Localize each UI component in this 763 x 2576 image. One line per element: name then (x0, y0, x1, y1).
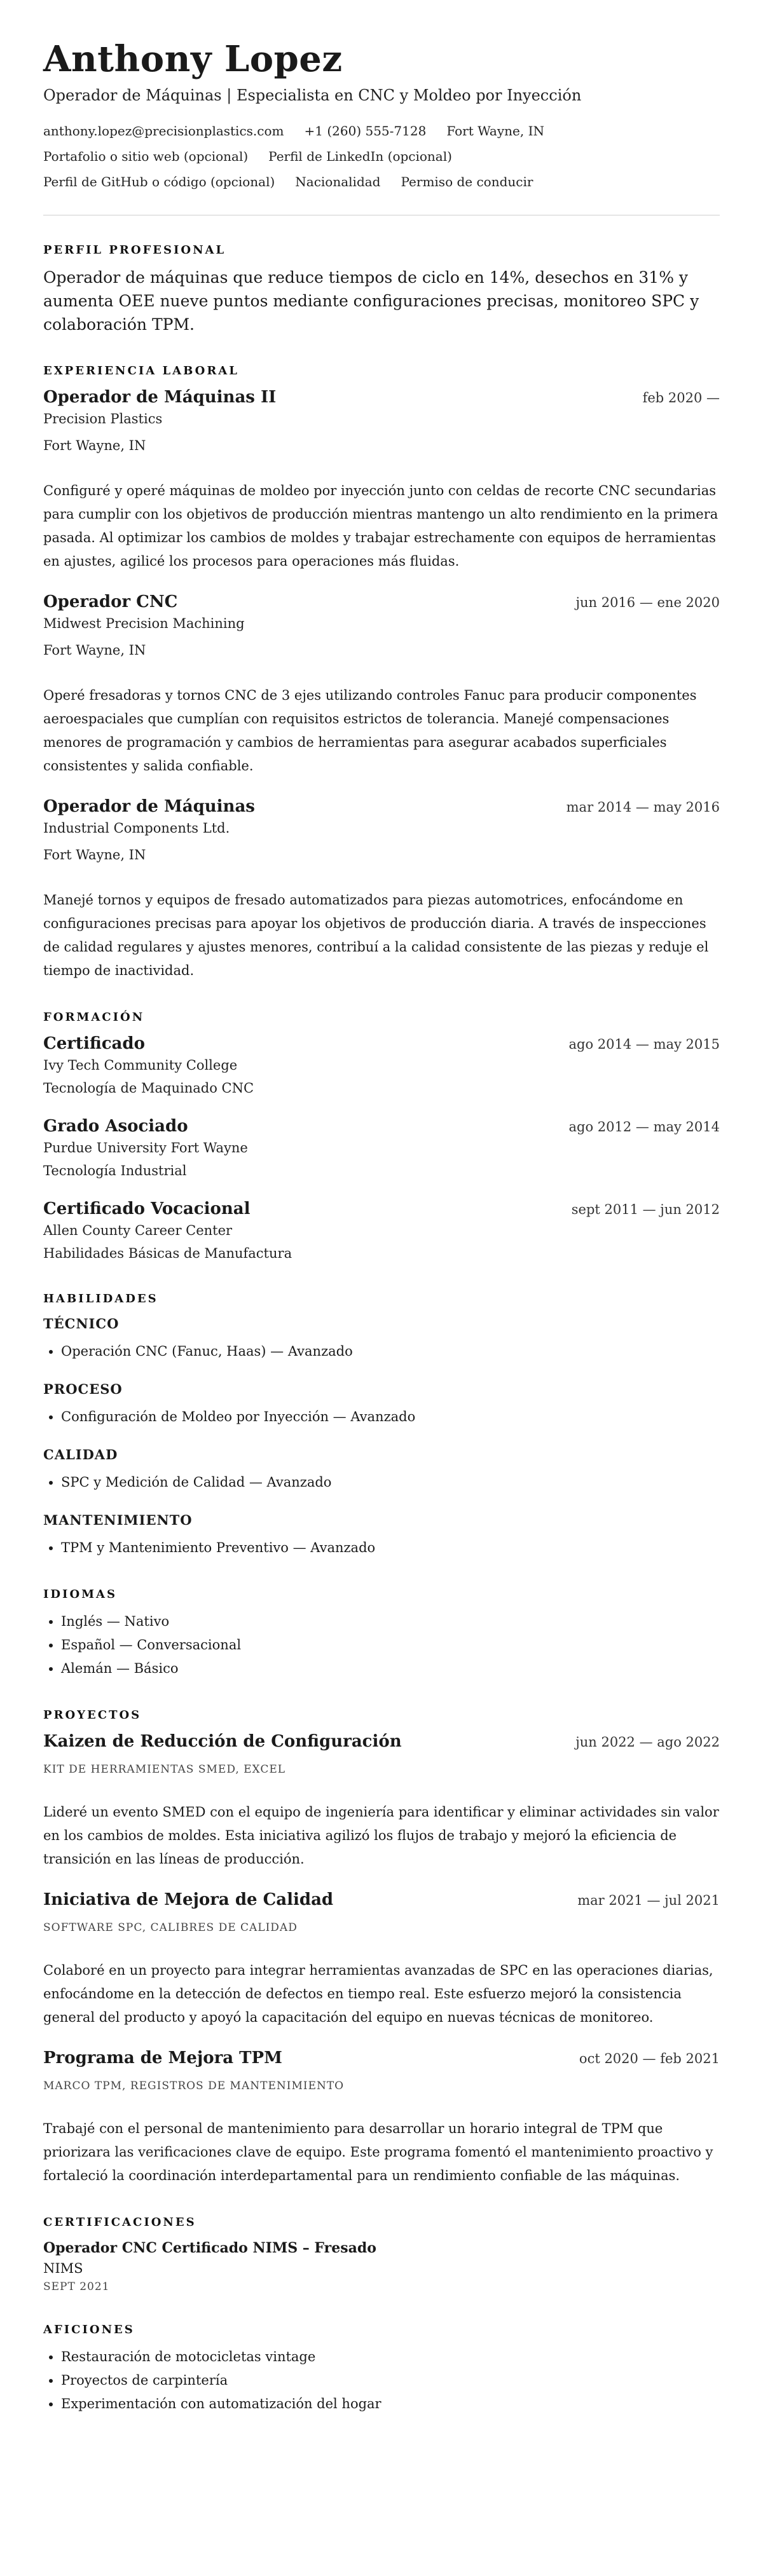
job-description: Manejé tornos y equipos de fresado automatizados para piezas automotrices, enfocándome en configuraciones precisas para apoyar los objetivos de producción diaria. A través de inspecciones de calidad regulares y ajustes menores, contribuí a la calidad consistente de las piezas y reduje el tiempo de inactividad. (43, 892, 709, 978)
job-description: Operé fresadoras y tornos CNC de 3 ejes utilizando controles Fanuc para producir componentes aeroespaciales que cumplían con requisitos estrictos de tolerancia. Manejé compensaciones menores de programación y cambios de herramientas para asegurar acabados superficiales consistentes y salida confiable. (43, 688, 697, 773)
project-description: Trabajé con el personal de mantenimiento para desarrollar un horario integral de TPM que priorizara las verificaciones clave de equipo. Este programa fomentó el mantenimiento proactivo y fortaleció la coordinación interdepartamental para un rendimiento confiable de las máquinas. (43, 2121, 713, 2183)
skill-item: • Operación CNC (Fanuc, Haas) — Avanzado (61, 1340, 720, 1363)
degree-date: ago 2014 — may 2015 (568, 1037, 720, 1052)
language-list (43, 1610, 720, 1680)
candidate-name: Anthony Lopez (43, 38, 343, 80)
project-date: mar 2021 — jul 2021 (577, 1893, 720, 1908)
hobby-item: • Proyectos de carpintería (61, 2369, 720, 2392)
skill-item: • SPC y Medición de Calidad — Avanzado (61, 1471, 720, 1494)
job-location: Fort Wayne, IN (43, 643, 146, 658)
hobby-list (43, 2345, 720, 2416)
section-title-certifications: CERTIFICACIONES (43, 2216, 196, 2229)
degree-title: Grado Asociado (43, 1117, 188, 1136)
skill-item: • TPM y Mantenimiento Preventivo — Avanzado (61, 1536, 720, 1560)
project-tools: KIT DE HERRAMIENTAS SMED, EXCEL (43, 1763, 286, 1776)
job-description: Configuré y operé máquinas de moldeo por inyección junto con celdas de recorte CNC secundarias para cumplir con los objetivos de producción mientras mantengo un alto rendimiento en la primera pasada. Al optimizar los cambios de moldes y trabajar estrechamente con equipos de herramientas en ajustes, agilicé los procesos para operaciones más fluidas. (43, 483, 718, 569)
project-tools: MARCO TPM, REGISTROS DE MANTENIMIENTO (43, 2080, 345, 2092)
project-tools: SOFTWARE SPC, CALIBRES DE CALIDAD (43, 1921, 298, 1934)
skill-list (43, 1471, 720, 1494)
skill-category: TÉCNICO (43, 1316, 120, 1332)
contact-location: Fort Wayne, IN (446, 123, 544, 139)
skill-list (43, 1340, 720, 1363)
certification-issuer: NIMS (43, 2261, 83, 2276)
job-company: Midwest Precision Machining (43, 616, 245, 631)
section-title-projects: PROYECTOS (43, 1708, 142, 1722)
school-name: Ivy Tech Community College (43, 1058, 238, 1073)
contact-email[interactable]: anthony.lopez@precisionplastics.com (43, 123, 284, 139)
degree-date: sept 2011 — jun 2012 (571, 1202, 720, 1217)
degree-date: ago 2012 — may 2014 (568, 1119, 720, 1135)
experience-entry (43, 796, 720, 983)
language-item: • Alemán — Básico (61, 1657, 720, 1680)
certification-entry (43, 2238, 720, 2295)
project-entry (43, 1889, 720, 2029)
skill-category: MANTENIMIENTO (43, 1512, 193, 1528)
certification-date: SEPT 2021 (43, 2280, 110, 2293)
job-company: Precision Plastics (43, 411, 163, 426)
job-title: Operador CNC (43, 592, 178, 611)
job-date: jun 2016 — ene 2020 (575, 595, 720, 610)
section-title-experience: EXPERIENCIA LABORAL (43, 364, 239, 378)
job-date: feb 2020 — (642, 390, 720, 405)
project-date: oct 2020 — feb 2021 (579, 2051, 720, 2066)
headline: Operador de Máquinas | Especialista en CNC y Moldeo por Inyección (43, 86, 582, 104)
job-location: Fort Wayne, IN (43, 847, 146, 862)
contact-phone[interactable]: +1 (260) 555-7128 (304, 123, 427, 139)
education-entry (43, 1115, 720, 1182)
job-date: mar 2014 — may 2016 (566, 800, 720, 815)
language-item: • Español — Conversacional (61, 1633, 720, 1657)
project-name: Programa de Mejora TPM (43, 2048, 282, 2068)
hobby-item: • Experimentación con automatización del hogar (61, 2392, 720, 2416)
contact-row-3 (43, 173, 720, 198)
section-title-education: FORMACIÓN (43, 1011, 145, 1024)
section-title-summary: PERFIL PROFESIONAL (43, 243, 226, 257)
section-title-hobbies: AFICIONES (43, 2323, 135, 2336)
project-entry (43, 2047, 720, 2188)
contact-github[interactable]: Perfil de GitHub o código (opcional) (43, 174, 275, 189)
skill-item: • Configuración de Moldeo por Inyección — Avanzado (61, 1405, 720, 1429)
experience-entry (43, 386, 720, 573)
skill-list (43, 1405, 720, 1429)
contact-linkedin[interactable]: Perfil de LinkedIn (opcional) (268, 149, 452, 164)
section-title-languages: IDIOMAS (43, 1588, 118, 1601)
education-entry (43, 1198, 720, 1264)
job-company: Industrial Components Ltd. (43, 821, 230, 836)
contact-nationality: Nacionalidad (295, 174, 381, 189)
project-description: Colaboré en un proyecto para integrar herramientas avanzadas de SPC en las operaciones diarias, enfocándome en la detección de defectos en tiempo real. Este esfuerzo mejoró la consistencia general del producto y apoyó la capacitación del equipo en nuevas técnicas de monitoreo. (43, 1963, 713, 2025)
contact-row-1 (43, 122, 720, 147)
skill-category: PROCESO (43, 1381, 123, 1397)
education-entry (43, 1033, 720, 1099)
job-location: Fort Wayne, IN (43, 438, 146, 453)
project-entry (43, 1731, 720, 1871)
hobby-item: • Restauración de motocicletas vintage (61, 2345, 720, 2369)
job-title: Operador de Máquinas II (43, 388, 277, 407)
language-item: • Inglés — Nativo (61, 1610, 720, 1633)
experience-entry (43, 591, 720, 778)
degree-title: Certificado (43, 1034, 145, 1053)
degree-title: Certificado Vocacional (43, 1199, 251, 1218)
contact-portfolio[interactable]: Portafolio o sitio web (opcional) (43, 149, 249, 164)
school-name: Purdue University Fort Wayne (43, 1140, 248, 1155)
study-field: Tecnología de Maquinado CNC (43, 1080, 254, 1096)
contact-row-2 (43, 147, 720, 173)
skill-list (43, 1536, 720, 1560)
study-field: Tecnología Industrial (43, 1163, 187, 1178)
skill-category: CALIDAD (43, 1447, 118, 1462)
school-name: Allen County Career Center (43, 1223, 233, 1238)
project-name: Kaizen de Reducción de Configuración (43, 1732, 402, 1751)
summary-text: Operador de máquinas que reduce tiempos de ciclo en 14%, desechos en 31% y aumenta OEE nueve puntos mediante configuraciones precisas, monitoreo SPC y colaboración TPM. (43, 268, 699, 334)
study-field: Habilidades Básicas de Manufactura (43, 1246, 292, 1261)
contact-license: Permiso de conducir (401, 174, 533, 189)
project-date: jun 2022 — ago 2022 (575, 1734, 720, 1750)
section-title-skills: HABILIDADES (43, 1292, 158, 1305)
certification-name: Operador CNC Certificado NIMS – Fresado (43, 2240, 376, 2256)
job-title: Operador de Máquinas (43, 797, 255, 816)
project-description: Lideré un evento SMED con el equipo de ingeniería para identificar y eliminar actividades sin valor en los cambios de moldes. Esta iniciativa agilizó los flujos de trabajo y mejoró la eficiencia de transición en las líneas de producción. (43, 1804, 719, 1867)
project-name: Iniciativa de Mejora de Calidad (43, 1890, 334, 1909)
